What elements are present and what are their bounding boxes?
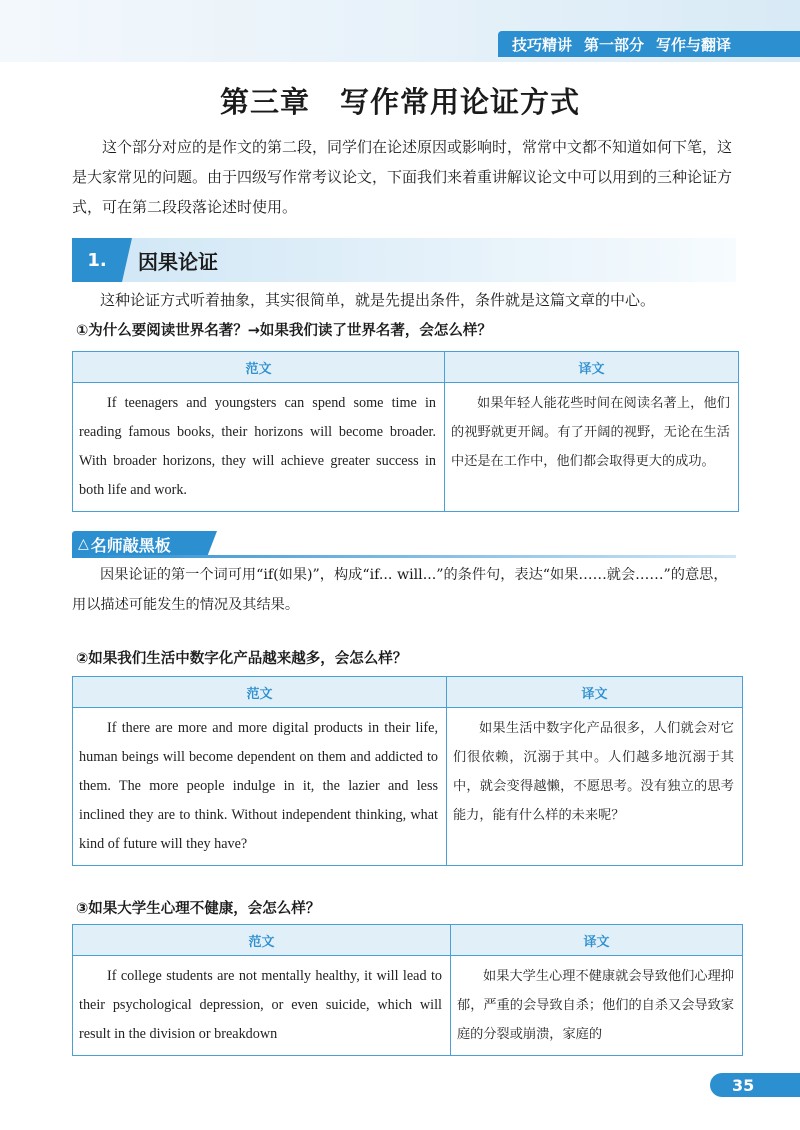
running-header xyxy=(498,31,800,57)
intro-paragraph xyxy=(72,132,732,222)
intro-text: 这个部分对应的是作文的第二段，同学们在论述原因或影响时，常常中文都不知道如何下笔，这是大家常见的问题。由于四级写作常考议论文，下面我们来着重讲解议论文中可以用到的三种论证方式，可在第二段段落论述时使用。 xyxy=(72,138,733,216)
example-english: If teenagers and youngsters can spend some time in reading famous books, their horizons will become broader. With broader horizons, they will achieve greater success in both life and work. xyxy=(79,395,436,498)
warning-triangle-icon: △ xyxy=(78,536,89,552)
teacher-note-label xyxy=(72,531,207,557)
example-table-2 xyxy=(72,676,743,866)
chapter-title xyxy=(0,80,800,121)
teacher-note-title: 名师敲黑板 xyxy=(90,535,171,555)
question-heading-3: ③如果大学生心理不健康，会怎么样？ xyxy=(76,901,321,917)
example-chinese: 如果大学生心理不健康就会导致他们心理抑郁，严重的会导致自杀；他们的自杀又会导致家庭的分裂或崩溃，家庭的 xyxy=(451,956,743,1056)
teacher-note-body xyxy=(72,560,734,620)
header-tag: 写作与翻译 xyxy=(656,35,732,54)
section-description: 这种论证方式听着抽象，其实很简单，就是先提出条件，条件就是这篇文章的中心。 xyxy=(100,291,656,309)
example-table-1 xyxy=(72,351,739,512)
table-header-en: 范文 xyxy=(73,352,445,383)
chapter-number: 第三章 xyxy=(219,85,310,119)
table-header-en: 范文 xyxy=(73,677,447,708)
example-table-3 xyxy=(72,924,743,1056)
question-heading-2: ②如果我们生活中数字化产品越来越多，会怎么样？ xyxy=(76,651,408,667)
example-english: If college students are not mentally healthy, it will lead to their psychological depression, or even suicide, which will result in the division or breakdown xyxy=(79,968,442,1042)
question-heading-1: ①为什么要阅读世界名著？→如果我们读了世界名著，会怎么样？ xyxy=(76,323,492,339)
chapter-name: 写作常用论证方式 xyxy=(340,85,581,119)
teacher-note-text: 因果论证的第一个词可用“if(如果)”，构成“if... will...”的条件句，表达“如果……就会……”的意思，用以描述可能发生的情况及其结果。 xyxy=(72,567,728,613)
section-title: 因果论证 xyxy=(138,249,218,274)
table-header-zh: 译文 xyxy=(445,352,739,383)
example-chinese: 如果年轻人能花些时间在阅读名著上，他们的视野就更开阔。有了开阔的视野，无论在生活中还是在工作中，他们都会取得更大的成功。 xyxy=(445,383,739,512)
header-tag: 技巧精讲 xyxy=(512,35,573,54)
section-number: 1. xyxy=(72,238,122,282)
header-tag: 第一部分 xyxy=(584,35,645,54)
teacher-note-strip xyxy=(72,555,736,558)
table-header-zh: 译文 xyxy=(451,925,743,956)
table-header-zh: 译文 xyxy=(447,677,743,708)
example-english: If there are more and more digital products in their life, human beings will become dependent on them and addicted to them. The more people indulge in it, the lazier and less inclined they are to think. Without independent thinking, what kind of future will they have? xyxy=(79,720,438,852)
table-header-en: 范文 xyxy=(73,925,451,956)
page-number: 35 xyxy=(710,1073,800,1097)
example-chinese: 如果生活中数字化产品很多，人们就会对它们很依赖，沉溺于其中。人们越多地沉溺于其中，就会变得越懒，不愿思考。没有独立的思考能力，能有什么样的未来呢？ xyxy=(447,708,743,866)
